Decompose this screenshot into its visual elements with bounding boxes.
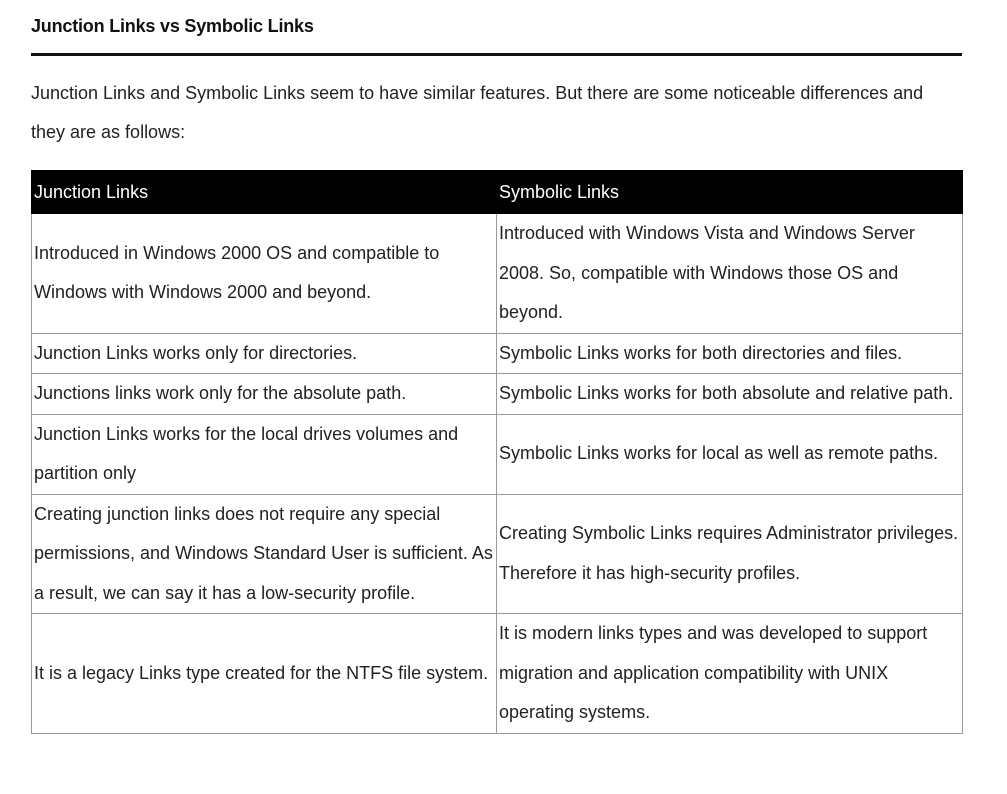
header-junction-links: Junction Links (32, 171, 497, 214)
symbolic-cell: Symbolic Links works for local as well as remote paths. (497, 414, 963, 494)
table-row (32, 414, 963, 494)
symbolic-cell: Creating Symbolic Links requires Administrator privileges. Therefore it has high-security profiles. (497, 494, 963, 614)
symbolic-cell: Symbolic Links works for both directories and files. (497, 333, 963, 374)
junction-cell: Introduced in Windows 2000 OS and compatible to Windows with Windows 2000 and beyond. (32, 214, 497, 334)
junction-cell: Junction Links works only for directories. (32, 333, 497, 374)
section-heading: Junction Links vs Symbolic Links (31, 16, 314, 36)
table-row (32, 494, 963, 614)
junction-cell: Junctions links work only for the absolute path. (32, 374, 497, 415)
table-row (32, 214, 963, 334)
symbolic-cell: Introduced with Windows Vista and Windows Server 2008. So, compatible with Windows those OS and beyond. (497, 214, 963, 334)
junction-cell: Junction Links works for the local drives volumes and partition only (32, 414, 497, 494)
table-header-row (32, 171, 963, 214)
table-row (32, 614, 963, 734)
table-row (32, 374, 963, 415)
heading-divider (31, 53, 962, 56)
symbolic-cell: Symbolic Links works for both absolute and relative path. (497, 374, 963, 415)
comparison-table (31, 170, 963, 734)
intro-paragraph: Junction Links and Symbolic Links seem to have similar features. But there are some noticeable differences and they are as follows: (31, 83, 924, 142)
table-row (32, 333, 963, 374)
header-symbolic-links: Symbolic Links (497, 171, 963, 214)
junction-cell: It is a legacy Links type created for the NTFS file system. (32, 614, 497, 734)
junction-cell: Creating junction links does not require any special permissions, and Windows Standard User is sufficient. As a result, we can say it has a low-security profile. (32, 494, 497, 614)
symbolic-cell: It is modern links types and was developed to support migration and application compatibility with UNIX operating systems. (497, 614, 963, 734)
